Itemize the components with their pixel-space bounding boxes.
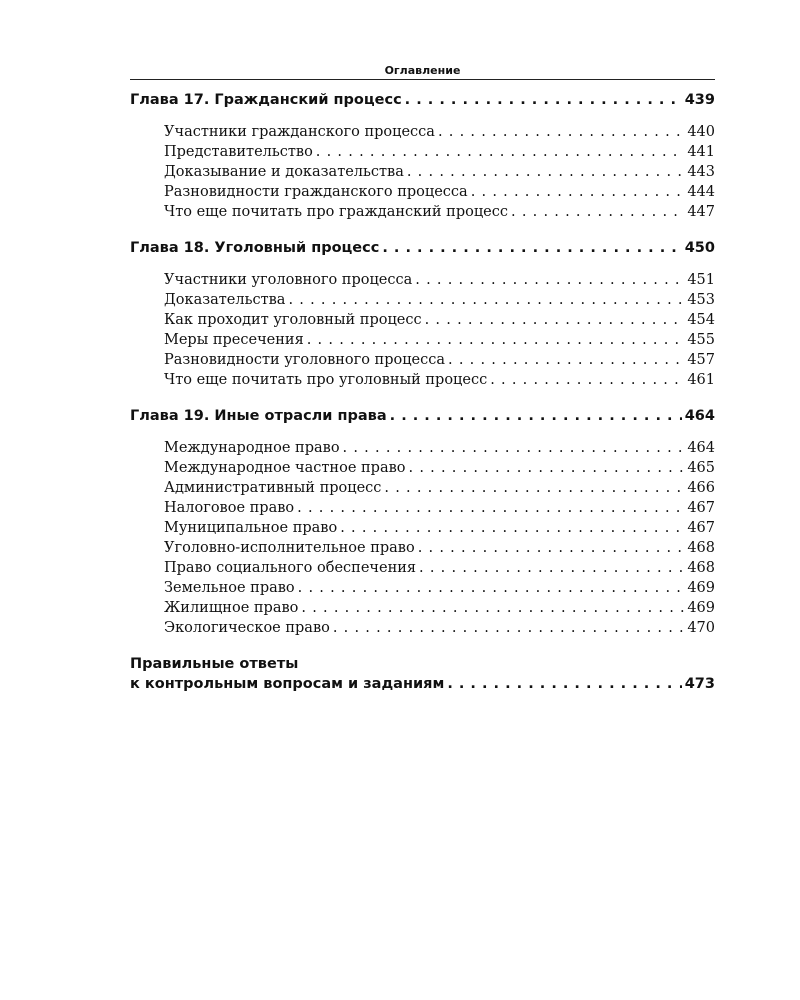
chapter-title: Глава 17. Гражданский процесс [130,92,402,108]
section-page-number: 457 [687,352,715,368]
answers-heading [130,674,715,694]
dot-leader [471,182,685,202]
answers-title-line-1: Правильные ответы [130,656,299,672]
section-entry[interactable] [164,270,715,290]
dot-leader [333,618,684,638]
chapter-page-number: 464 [684,408,715,424]
section-title: Экологическое право [164,620,330,636]
section-page-number: 444 [687,184,715,200]
chapter-18 [130,238,715,390]
dot-leader [511,202,684,222]
dot-leader [409,458,685,478]
dot-leader [418,538,685,558]
section-title: Разновидности уголовного процесса [164,352,446,368]
answers-title-line-2: к контрольным вопросам и заданиям [130,676,445,692]
chapter-17 [130,90,715,222]
dot-leader [382,238,681,258]
dot-leader [343,438,685,458]
section-page-number: 470 [687,620,715,636]
section-page-number: 453 [687,292,715,308]
dot-leader [407,162,684,182]
section-list [130,122,715,222]
section-title: Доказательства [164,292,286,308]
section-page-number: 443 [687,164,715,180]
section-list [130,270,715,390]
section-title: Административный процесс [164,480,382,496]
section-entry[interactable] [164,498,715,518]
dot-leader [405,90,682,110]
section-entry[interactable] [164,578,715,598]
chapter-page-number: 450 [684,240,715,256]
chapter-heading[interactable] [130,238,715,258]
section-title: Жилищное право [164,600,299,616]
section-page-number: 440 [687,124,715,140]
section-entry[interactable] [164,142,715,162]
dot-leader [438,122,684,142]
section-page-number: 454 [687,312,715,328]
dot-leader [384,478,684,498]
section-title: Налоговое право [164,500,295,516]
section-page-number: 447 [687,204,715,220]
section-page-number: 441 [687,144,715,160]
section-title: Разновидности гражданского процесса [164,184,468,200]
dot-leader [301,598,684,618]
section-page-number: 464 [687,440,715,456]
section-page-number: 468 [687,560,715,576]
section-title: Международное право [164,440,340,456]
section-entry[interactable] [164,162,715,182]
dot-leader [447,674,681,694]
section-entry[interactable] [164,558,715,578]
section-entry[interactable] [164,182,715,202]
dot-leader [415,270,684,290]
chapter-title: Глава 19. Иные отрасли права [130,408,387,424]
chapter-heading[interactable] [130,90,715,110]
section-entry[interactable] [164,458,715,478]
dot-leader [448,350,684,370]
section-title: Муниципальное право [164,520,338,536]
section-title: Уголовно-исполнительное право [164,540,415,556]
section-entry[interactable] [164,438,715,458]
section-title: Участники уголовного процесса [164,272,413,288]
section-page-number: 468 [687,540,715,556]
section-entry[interactable] [164,290,715,310]
dot-leader [297,498,684,518]
section-entry[interactable] [164,618,715,638]
section-entry[interactable] [164,478,715,498]
section-list [130,438,715,638]
dot-leader [316,142,685,162]
dot-leader [419,558,684,578]
section-title: Что еще почитать про гражданский процесс [164,204,508,220]
dot-leader [298,578,685,598]
chapter-page-number: 439 [684,92,715,108]
section-page-number: 461 [687,372,715,388]
dot-leader [390,406,682,426]
section-title: Право социального обеспечения [164,560,417,576]
section-title: Представительство [164,144,313,160]
section-page-number: 469 [687,600,715,616]
section-title: Доказывание и доказательства [164,164,404,180]
answers-page-number: 473 [684,676,715,692]
section-page-number: 466 [687,480,715,496]
section-entry[interactable] [164,122,715,142]
section-entry[interactable] [164,350,715,370]
section-entry[interactable] [164,538,715,558]
chapter-19 [130,406,715,638]
section-entry[interactable] [164,202,715,222]
answers-entry[interactable] [130,654,715,694]
section-title: Участники гражданского процесса [164,124,435,140]
toc-page [130,62,715,694]
dot-leader [425,310,685,330]
chapter-heading[interactable] [130,406,715,426]
running-head: Оглавление [384,64,461,77]
section-title: Меры пресечения [164,332,304,348]
section-entry[interactable] [164,330,715,350]
section-entry[interactable] [164,310,715,330]
section-entry[interactable] [164,370,715,390]
section-title: Что еще почитать про уголовный процесс [164,372,488,388]
dot-leader [340,518,684,538]
section-page-number: 451 [687,272,715,288]
section-page-number: 455 [687,332,715,348]
dot-leader [307,330,685,350]
dot-leader [288,290,684,310]
section-title: Земельное право [164,580,295,596]
section-entry[interactable] [164,598,715,618]
section-page-number: 465 [687,460,715,476]
section-page-number: 469 [687,580,715,596]
section-title: Международное частное право [164,460,406,476]
section-page-number: 467 [687,520,715,536]
header-rule [130,79,715,80]
dot-leader [490,370,684,390]
section-title: Как проходит уголовный процесс [164,312,422,328]
chapter-title: Глава 18. Уголовный процесс [130,240,380,256]
section-page-number: 467 [687,500,715,516]
section-entry[interactable] [164,518,715,538]
